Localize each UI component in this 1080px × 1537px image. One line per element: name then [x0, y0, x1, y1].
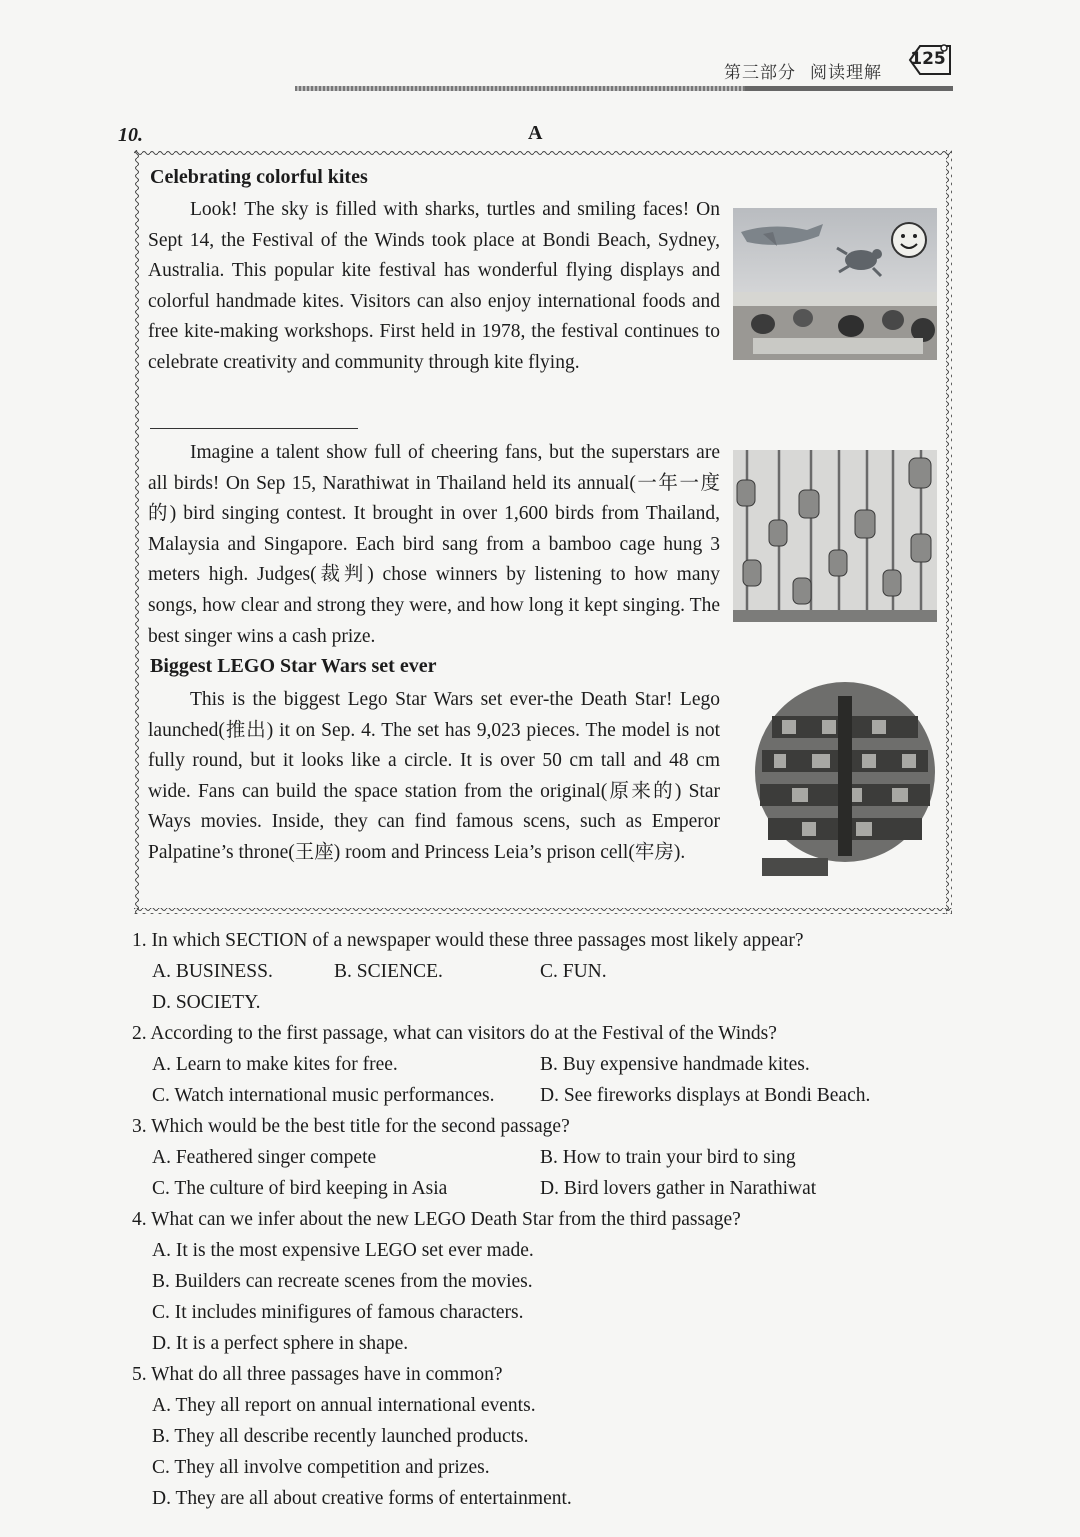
header-rule-accent [745, 86, 953, 91]
passage-3 [148, 685, 720, 869]
passage-2-text: Imagine a talent show full of cheering fans, but the superstars are all birds! On Sep 15, Narathiwat in Thailand held its annual(一年一度的) bird singing contest. It brought in over 1,600 birds from Thailand, Malaysia and Singapore. Each bird sang from a bamboo cage hung 3 meters high. Judges(裁判) chose winners by listening to how many songs, how clear and strong they were, and how long it kept singing. The best singer wins a cash prize. [148, 442, 720, 647]
question-stem: 5. What do all three passages have in common? [132, 1364, 503, 1385]
passage-1-text: Look! The sky is filled with sharks, turtles and smiling faces! On Sept 14, the Festival of the Winds took place at Bondi Beach, Sydney, Australia. This popular kite festival has wonderful flying displays and colorful handmade kites. Visitors can also enjoy international foods and free kite-making workshops. First held in 1978, the festival continues to celebrate creativity and community through kite flying. [148, 199, 720, 373]
option-a[interactable]: A. It is the most expensive LEGO set ever made. [152, 1240, 534, 1261]
question-1 [132, 925, 932, 1018]
option-c[interactable]: C. Watch international music performances. [152, 1085, 495, 1106]
header-section: 阅读理解 [810, 63, 882, 83]
passage-1 [148, 195, 720, 379]
page-number-badge [904, 40, 952, 80]
question-2 [132, 1018, 932, 1111]
question-stem: 4. What can we infer about the new LEGO Death Star from the third passage? [132, 1209, 741, 1230]
section-letter: A [528, 122, 543, 144]
question-3 [132, 1111, 932, 1204]
option-d[interactable]: D. They are all about creative forms of entertainment. [152, 1488, 572, 1509]
passage-3-title: Biggest LEGO Star Wars set ever [150, 655, 437, 677]
option-b[interactable]: B. Builders can recreate scenes from the movies. [152, 1271, 533, 1292]
question-4 [132, 1204, 932, 1359]
option-b[interactable]: B. They all describe recently launched products. [152, 1426, 529, 1447]
question-number: 10. [118, 124, 143, 146]
option-c[interactable]: C. The culture of bird keeping in Asia [152, 1178, 448, 1199]
option-d[interactable]: D. See fireworks displays at Bondi Beach. [540, 1085, 871, 1106]
page-header [724, 58, 882, 83]
lego-death-star-photo [752, 672, 938, 882]
bird-cages-photo [733, 450, 937, 622]
option-b[interactable]: B. How to train your bird to sing [540, 1147, 796, 1168]
header-part: 第三部分 [724, 63, 796, 83]
option-b[interactable]: B. Buy expensive handmade kites. [540, 1054, 810, 1075]
option-a[interactable]: A. BUSINESS. [152, 961, 273, 982]
passage-3-text: This is the biggest Lego Star Wars set ever-the Death Star! Lego launched(推出) it on Sep. 4. The set has 9,023 pieces. The model is not fully round, but it looks like a circle. It is over 50 cm tall and 48 cm wide. Fans can build the space station from the original(原来的) Star Ways movies. Inside, they can find famous scens, such as Emperor Palpatine’s throne(王座) room and Princess Leia’s prison cell(牢房). [148, 689, 720, 863]
question-stem: 1. In which SECTION of a newspaper would these three passages most likely appear? [132, 930, 804, 951]
option-d[interactable]: D. It is a perfect sphere in shape. [152, 1333, 409, 1354]
option-c[interactable]: C. FUN. [540, 961, 607, 982]
question-stem: 2. According to the first passage, what can visitors do at the Festival of the Winds? [132, 1023, 777, 1044]
question-stem: 3. Which would be the best title for the second passage? [132, 1116, 570, 1137]
option-a[interactable]: A. Feathered singer compete [152, 1147, 377, 1168]
option-c[interactable]: C. It includes minifigures of famous characters. [152, 1302, 524, 1323]
page-number: 125 [910, 49, 946, 69]
question-list [132, 925, 932, 1514]
option-a[interactable]: A. They all report on annual international events. [152, 1395, 536, 1416]
option-c[interactable]: C. They all involve competition and prizes. [152, 1457, 490, 1478]
kite-festival-photo [733, 208, 937, 360]
option-d[interactable]: D. Bird lovers gather in Narathiwat [540, 1178, 817, 1199]
option-a[interactable]: A. Learn to make kites for free. [152, 1054, 398, 1075]
option-b[interactable]: B. SCIENCE. [334, 961, 443, 982]
passage-2 [148, 438, 720, 652]
question-5 [132, 1359, 932, 1514]
option-d[interactable]: D. SOCIETY. [152, 992, 261, 1013]
passage-2-title-blank [150, 428, 358, 429]
passage-1-title: Celebrating colorful kites [150, 166, 368, 188]
